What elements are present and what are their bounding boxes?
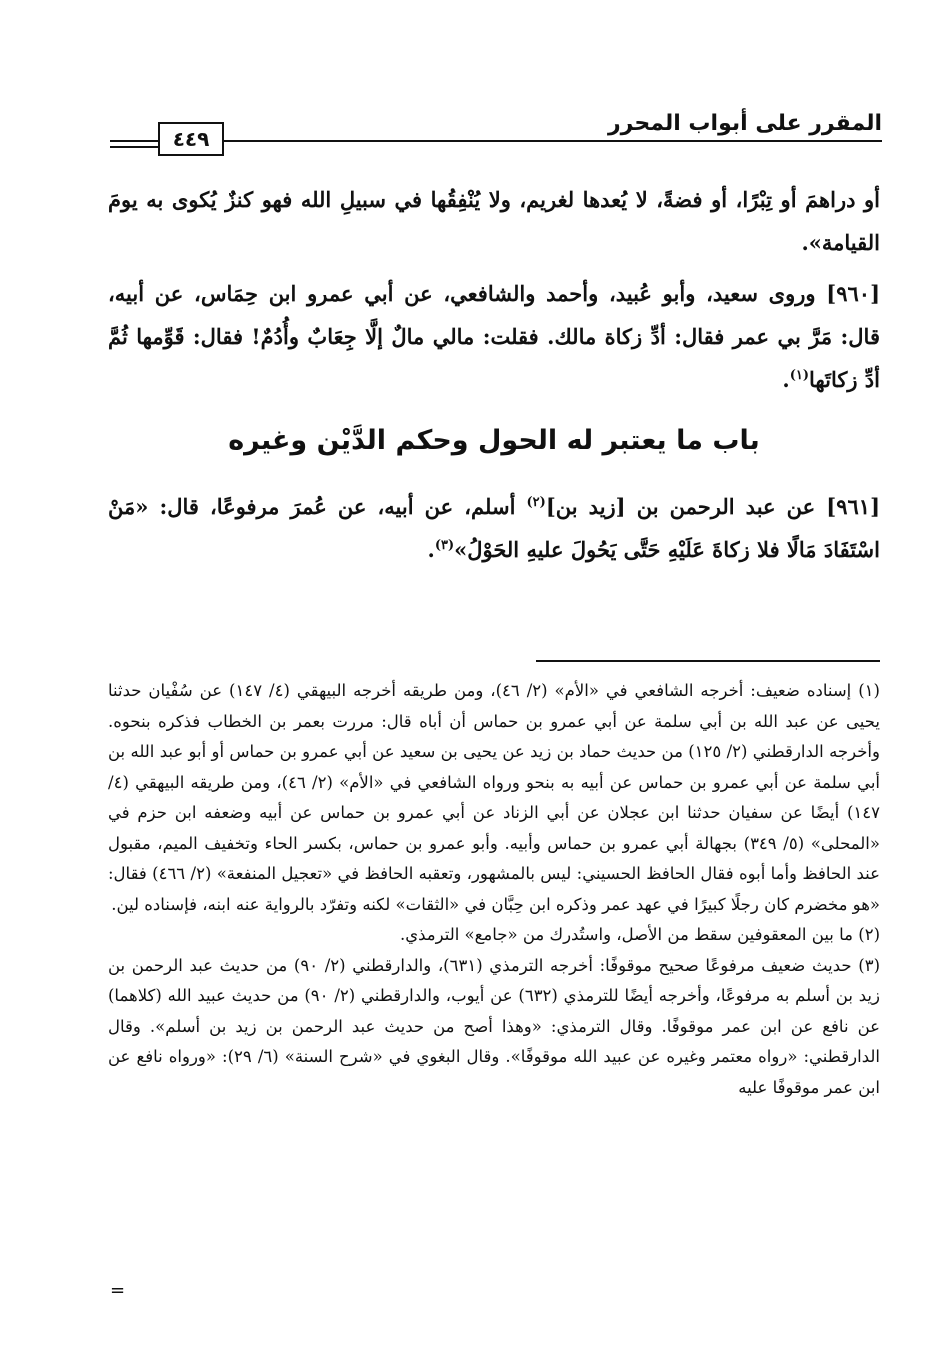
header-rule — [110, 140, 882, 142]
footnote-1: (١) إسناده ضعيف: أخرجه الشافعي في «الأم» (٢/ ٤٦)، ومن طريقه أخرجه البيهقي (٤/ ١٤٧) عن سُفْيان حدثنا يحيى عن عبد الله بن أبي سلمة عن أبي عمرو بن حماس أن أباه قال: مررت بعمر بن الخطاب فذكره بنحوه. وأخرجه الدارقطني (٢/ ١٢٥) من حديث حماد بن زيد عن يحيى بن سعيد عن أبي عمرو بن حماس أو أبو عبد الله بن أبي سلمة عن أبي عمرو بن حماس عن أبيه به بنحو ورواه الشافعي في «الأم» (٢/ ٤٦)، ومن طريقه البيهقي (٤/ ١٤٧) أيضًا عن سفيان حدثنا ابن عجلان عن أبي الزناد عن أبي عمرو بن حماس عن أبيه وضعفه ابن حزم في «المحلى» (٥/ ٣٤٩) بجهالة أبي عمرو بن حماس وأبيه. وأبو عمرو بن حماس، بكسر الحاء وتخفيف الميم، مقبول عند الحافظ وأما أبوه فقال الحافظ الحسيني: ليس بالمشهور، وتعقبه الحافظ في «تعجيل المنفعة» (٢/ ٤٦٦) فقال: «هو مخضرم كان رجلًا كبيرًا في عهد عمر وذكره ابن حِبَّان في «الثقات» لكنه وتفرّد بالرواية عنه ابنه، فإسناده لين. — [108, 681, 881, 914]
page-number: ٤٤٩ — [158, 122, 224, 156]
footnote-marker-2: (٢) — [526, 495, 546, 510]
main-text — [108, 178, 880, 579]
chapter-title: باب ما يعتبر له الحول وحكم الدَّيْن وغيره — [228, 425, 760, 456]
footnote-separator — [536, 660, 880, 662]
footnotes — [108, 676, 880, 1103]
hadith-961-text-part1: عن عبد الرحمن بن [زيد بن] — [545, 494, 816, 519]
hadith-961-end: . — [427, 537, 435, 562]
footnote-2: (٢) ما بين المعقوفين سقط من الأصل، واستُدرك من «جامع» الترمذي. — [399, 925, 880, 944]
paragraph-continuation — [108, 178, 880, 264]
hadith-961 — [108, 485, 880, 571]
footnote-marker-1: (١) — [789, 368, 810, 383]
hadith-960-text: وروى سعيد، وأبو عُبيد، وأحمد والشافعي، عن أبي عمرو ابن حِمَاس، عن أبيه، قال: مَرَّ بي عمر فقال: أدِّ زكاة مالك. فقلت: مالي مالٌ إلَّا جِعَابٌ وأُدُمٌ! فقال: قَوِّمها ثُمَّ أدِّ زكاتَها — [108, 281, 880, 392]
para1-line1: أو دراهمَ أو تِبْرًا، أو فضةً، لا يُعدها لغريم، ولا يُنْفِقُها في سبيلِ الله فهو كنزٌ يُكوى به — [146, 187, 880, 212]
hadith-961-text-part2: أسلم، عن أبيه، عن عُمرَ مرفوعًا، قال: «مَنْ اسْتَفَادَ مَالًا فلا زكاةَ عَلَيْهِ حَتَّى يَحُولَ عليهِ الحَوْلُ» — [108, 494, 880, 562]
header-rule-short — [110, 146, 158, 148]
hadith-961-number: [٩٦١] — [826, 494, 881, 519]
hadith-960 — [108, 272, 880, 401]
continuation-mark: = — [110, 1280, 126, 1301]
hadith-960-end: . — [782, 367, 790, 392]
footnote-marker-3: (٣) — [434, 538, 455, 553]
footnote-3: (٣) حديث ضعيف مرفوعًا صحيح موقوفًا: أخرجه الترمذي (٦٣١)، والدارقطني (٢/ ٩٠) من حديث عبد الرحمن بن زيد بن أسلم به مرفوعًا، وأخرجه أيضًا للترمذي (٦٣٢) عن أيوب، والدارقطني (٢/ ٩٠) من حديث عبيد الله (كلاهما) عن نافع عن ابن عمر موقوفًا. وقال الترمذي: «وهذا أصح من حديث عبد الرحمن بن زيد بن أسلم». وقال الدارقطني: «رواه معتمر وغيره عن عبيد الله موقوفًا». وقال البغوي في «شرح السنة» (٦/ ٢٩): «ورواه نافع عن ابن عمر موقوفًا عليه — [108, 955, 881, 1097]
page-header — [110, 110, 882, 160]
para1-line2: يومَ القيامة». — [108, 187, 880, 255]
running-title: المقرر على أبواب المحرر — [600, 110, 882, 138]
hadith-960-number: [٩٦٠] — [826, 281, 880, 306]
